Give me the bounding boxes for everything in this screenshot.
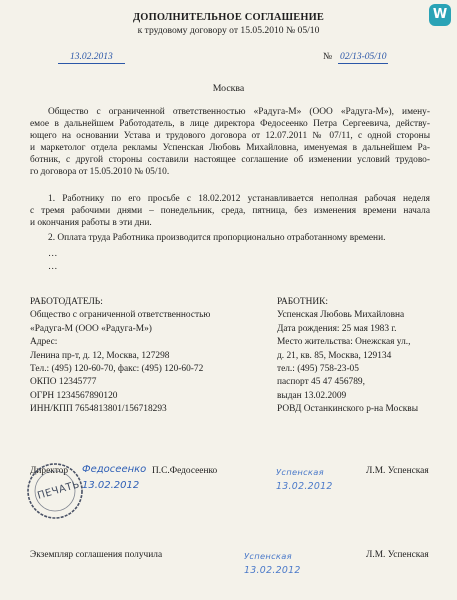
director-name: П.С.Федосеенко — [152, 466, 218, 476]
employer-line: Ленина пр-т, д. 12, Москва, 127298 — [30, 350, 170, 361]
copy-sign-date: 13.02.2012 — [244, 565, 301, 576]
employer-heading: РАБОТОДАТЕЛЬ: — [30, 297, 103, 307]
preamble-line: Общество с ограниченной ответственностью «Радуга-М» (ООО «Радуга-М»), имену- — [48, 107, 430, 117]
number-label: № — [323, 52, 333, 62]
clause-2 — [30, 232, 430, 244]
w-logo-icon: W — [429, 4, 451, 26]
agreement-date: 13.02.2013 — [58, 52, 125, 64]
preamble-line: емое в дальнейшем Работодатель, в лице директора Федосеенко Петра Сергеевича, действу- — [30, 119, 430, 130]
director-handwritten-signature: Федосеенко — [82, 464, 147, 475]
employee-line: Место жительства: Онежская ул., — [277, 337, 411, 348]
employee-line: Дата рождения: 25 мая 1983 г. — [277, 323, 397, 334]
ellipsis: … — [48, 249, 58, 259]
copy-received-label: Экземпляр соглашения получила — [30, 550, 163, 560]
copy-handwritten-signature: Успенская — [244, 551, 292, 561]
director-label: Директор — [30, 466, 69, 476]
employer-line: ИНН/КПП 7654813801/156718293 — [30, 404, 167, 415]
employee-name: Л.М. Успенская — [366, 466, 429, 476]
director-sign-date: 13.02.2012 — [82, 480, 140, 491]
employer-line: Тел.: (495) 120-60-70, факс: (495) 120-60-72 — [30, 364, 204, 375]
employee-line: РОВД Останкинского р-на Москвы — [277, 404, 419, 415]
preamble-line: го договора от 15.05.2010 № 05/10. — [30, 167, 170, 178]
copy-recipient-name: Л.М. Успенская — [366, 550, 429, 560]
clause-1-line: 1. Работнику по его просьбе с 18.02.2012 устанавливается неполная рабочая неделя — [48, 194, 430, 204]
employee-heading: РАБОТНИК: — [277, 297, 328, 307]
employee-line: паспорт 45 47 456789, — [277, 377, 365, 388]
stamp-text: ПЕЧАТЬ — [36, 479, 82, 502]
clause-1 — [30, 193, 430, 229]
employee-sign-date: 13.02.2012 — [276, 481, 333, 492]
agreement-number: 02/13-05/10 — [340, 52, 387, 62]
document-title: ДОПОЛНИТЕЛЬНОЕ СОГЛАШЕНИЕ — [132, 12, 325, 23]
employer-line: «Радуга-М (ООО «Радуга-М») — [30, 323, 152, 334]
employee-handwritten-signature: Успенская — [276, 467, 324, 477]
preamble-line: ющего на основании Устава и трудового договора от 12.07.2011 № 07/11, с одной стороны — [30, 131, 430, 142]
preamble-line: ботник, с другой стороны составили настоящее соглашение об изменении условий трудово- — [30, 155, 430, 166]
clause-2-line: 2. Оплата труда Работника производится пропорционально отработанному времени. — [48, 233, 386, 243]
employer-details — [30, 296, 210, 417]
employee-details — [277, 296, 418, 417]
employer-line: Общество с ограниченной ответственностью — [30, 310, 211, 321]
preamble-line: и маркетолог отдела рекламы Успенская Любовь Михайловна, именуемая в дальнейшем Ра- — [30, 143, 430, 154]
employee-line: Успенская Любовь Михайловна — [277, 310, 405, 321]
document-subtitle: к трудовому договору от 15.05.2010 № 05/10 — [137, 25, 320, 36]
city: Москва — [212, 83, 245, 94]
employee-line: выдан 13.02.2009 — [277, 390, 347, 401]
employee-line: д. 21, кв. 85, Москва, 129134 — [277, 350, 392, 361]
employer-line: Адрес: — [30, 337, 58, 348]
employee-line: тел.: (495) 758-23-05 — [277, 364, 359, 375]
employer-line: ОГРН 1234567890120 — [30, 390, 118, 401]
employer-line: ОКПО 12345777 — [30, 377, 97, 388]
preamble-paragraph — [30, 106, 430, 179]
clause-1-line: с тремя рабочими днями – понедельник, среда, пятница, без изменения времени начала — [30, 206, 430, 217]
clause-1-line: и окончания работы в эти дни. — [30, 218, 152, 229]
ellipsis: … — [48, 262, 58, 272]
